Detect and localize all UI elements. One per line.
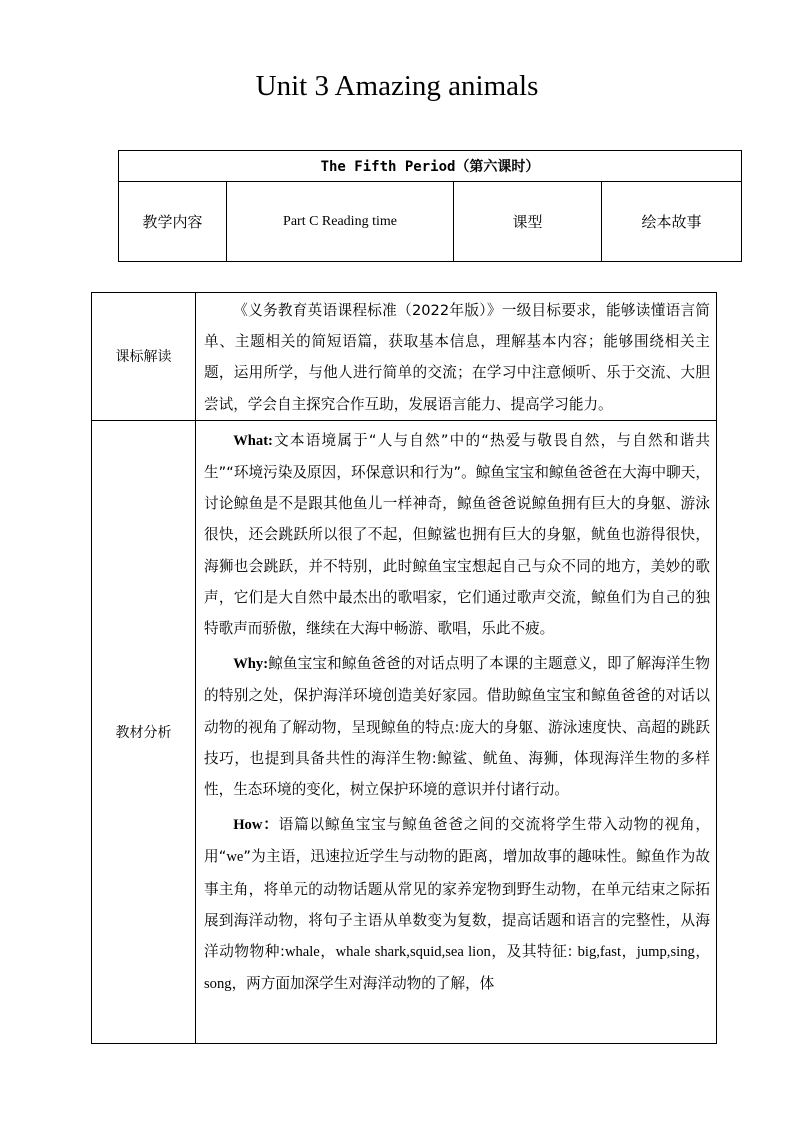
standard-label: 课标解读: [92, 293, 196, 421]
what-text: 文本语境属于“人与自然”中的“热爱与敬畏自然，与自然和谐共生”“环境污染及原因，环保意识和行为”。鲸鱼宝宝和鲸鱼爸爸在大海中聊天，讨论鲸鱼是不是跟其他鱼儿一样神奇，鲸鱼爸爸说鲸鱼拥有巨大的身躯、游泳很快，还会跳跃所以很了不起，但鲸鲨也拥有巨大的身躯，鱿鱼也游得很快，海狮也会跳跃，并不特别，此时鲸鱼宝宝想起自己与众不同的地方，美妙的歌声，它们是大自然中最杰出的歌唱家，它们通过歌声交流，鲸鱼们为自己的独特歌声而骄傲，继续在大海中畅游、歌唱，乐此不疲。: [204, 431, 710, 638]
how-we: we: [226, 849, 244, 866]
content-value: Part C Reading time: [227, 182, 454, 262]
why-paragraph: [204, 648, 710, 805]
how-species: whale，whale shark,squid,sea lion，: [284, 944, 507, 961]
how-text-4: 两方面加深学生对海洋动物的了解，体: [246, 975, 495, 993]
how-text-3: 及其特征:: [506, 943, 578, 961]
standard-cell: [196, 293, 717, 421]
content-label: 教学内容: [119, 182, 227, 262]
period-title: The Fifth Period: [320, 159, 456, 175]
how-paragraph: [204, 809, 710, 1000]
period-title-cn: （第六课时）: [455, 159, 540, 175]
material-label: 教材分析: [92, 420, 196, 1043]
how-text-1: 语篇以鲸鱼宝宝与鲸鱼爸爸之间的交流将学生带入动物的视角，用“: [204, 816, 710, 866]
material-cell: [196, 420, 717, 1043]
what-key: What:: [233, 432, 273, 449]
why-key: Why:: [233, 656, 269, 673]
type-value: 绘本故事: [602, 182, 742, 262]
what-paragraph: [204, 425, 710, 644]
how-features: big,fast，jump,sing，song，: [204, 944, 710, 993]
analysis-table: [91, 292, 717, 1044]
period-header: [119, 151, 742, 182]
type-label: 课型: [454, 182, 602, 262]
why-text: 鲸鱼宝宝和鲸鱼爸爸的对话点明了本课的主题意义，即了解海洋生物的特别之处，保护海洋环境创造美好家园。借助鲸鱼宝宝和鲸鱼爸爸的对话以动物的视角了解动物，呈现鲸鱼的特点:庞大的身躯、游泳速度快、高超的跳跃技巧，也提到具备共性的海洋生物:鲸鲨、鱿鱼、海狮，体现海洋生物的多样性，生态环境的变化，树立保护环境的意识并付诸行动。: [204, 655, 710, 799]
standard-text: 《义务教育英语课程标准（2022年版）》一级目标要求，能够读懂语言简单、主题相关的简短语篇，获取基本信息，理解基本内容；能够围绕相关主题，运用所学，与他人进行简单的交流；在学习中注意倾听、乐于交流、大胆尝试，学会自主探究合作互助，发展语言能力、提高学习能力。: [204, 302, 710, 413]
lesson-info-table: [118, 150, 742, 262]
how-key: How：: [233, 817, 279, 834]
page-title: Unit 3 Amazing animals: [255, 70, 539, 102]
how-text-2: ”为主语，迅速拉近学生与动物的距离，增加故事的趣味性。鲸鱼作为故事主角，将单元的动物话题从常见的家养宠物到野生动物，在单元结束之际拓展到海洋动物，将句子主语从单数变为复数，提高话题和语言的完整性，从海洋动物物种:: [204, 848, 710, 961]
